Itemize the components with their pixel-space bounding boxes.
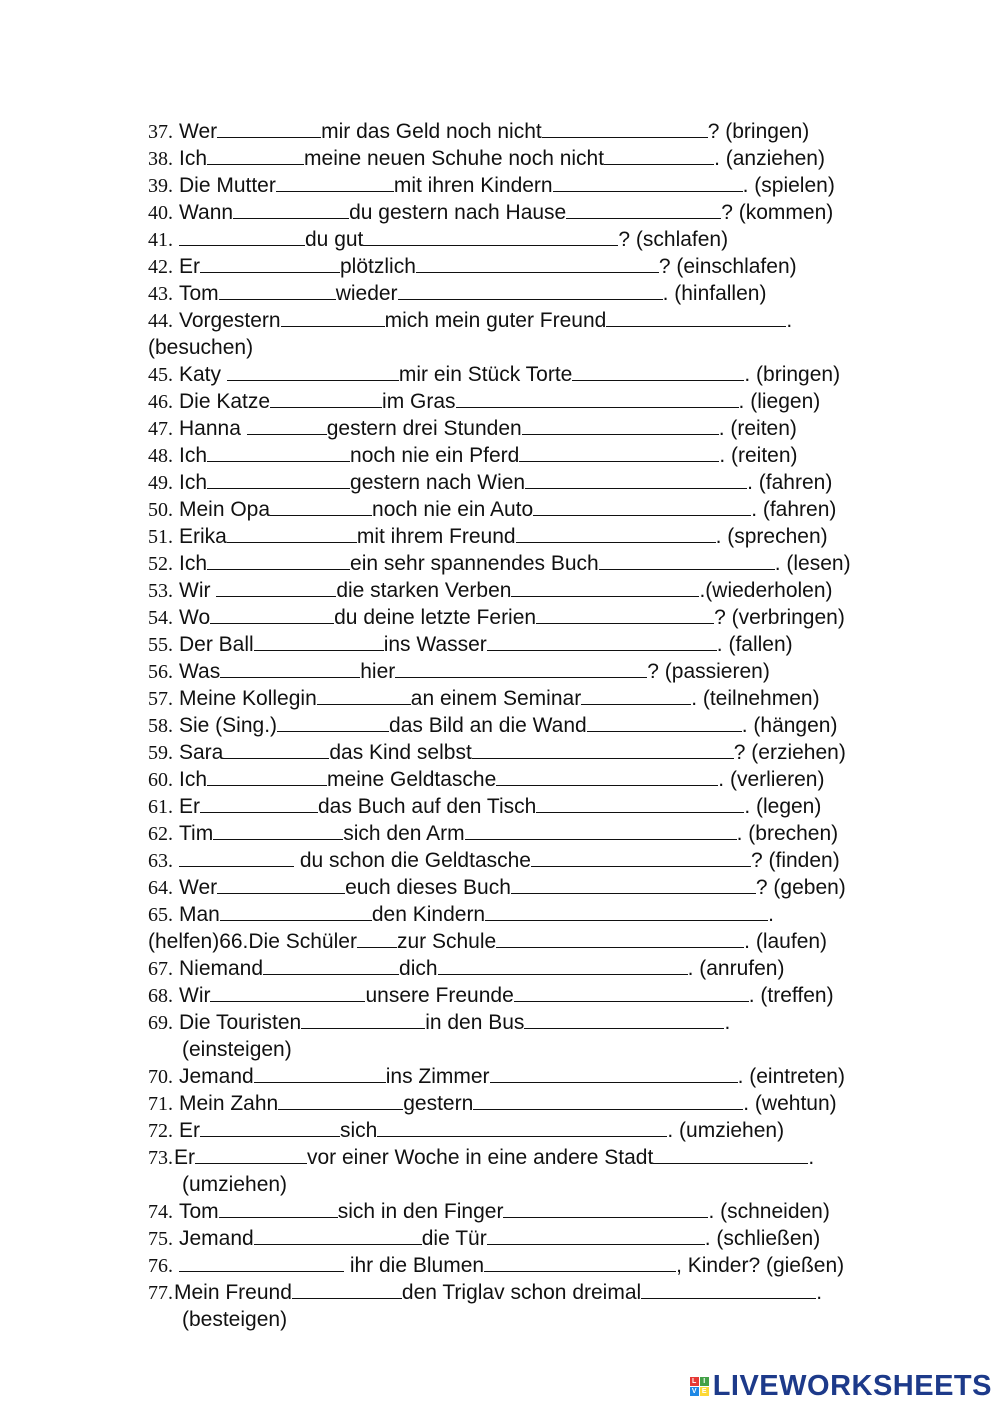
exercise-text: Wir	[179, 579, 217, 602]
answer-blank[interactable]	[531, 848, 751, 867]
exercise-text: meine neuen Schuhe noch nicht	[304, 147, 605, 170]
answer-blank[interactable]	[516, 524, 716, 543]
answer-blank[interactable]	[536, 605, 714, 624]
exercise-text: , Kinder? (gießen)	[676, 1254, 845, 1277]
exercise-number: 40.	[148, 202, 173, 224]
exercise-item	[148, 361, 948, 388]
exercise-number: 50.	[148, 499, 173, 521]
answer-blank[interactable]	[503, 1199, 708, 1218]
exercise-number: 44.	[148, 310, 173, 332]
exercise-item	[148, 1252, 948, 1279]
exercise-text: .	[724, 1011, 731, 1034]
exercise-text: ein sehr spannendes Buch	[350, 552, 599, 575]
exercise-continuation: (umziehen)	[182, 1173, 288, 1196]
exercise-text: ? (finden)	[751, 849, 840, 872]
exercise-text: Tom	[179, 282, 219, 305]
exercise-text: (helfen)66.Die Schüler	[148, 930, 357, 953]
answer-blank[interactable]	[200, 794, 318, 813]
exercise-text: .	[768, 903, 774, 926]
exercise-text: Ich	[179, 768, 208, 791]
exercise-item	[148, 253, 948, 280]
exercise-number: 55.	[148, 634, 173, 656]
answer-blank[interactable]	[511, 875, 756, 894]
exercise-item	[148, 415, 948, 442]
exercise-text: . (hinfallen)	[662, 282, 767, 305]
exercise-text: Ich	[179, 147, 208, 170]
exercise-number: 45.	[148, 364, 173, 386]
exercise-text: Niemand	[179, 957, 264, 980]
answer-blank[interactable]	[278, 1091, 403, 1110]
answer-blank[interactable]	[317, 686, 411, 705]
exercise-item	[148, 712, 948, 739]
exercise-number: 64.	[148, 877, 173, 899]
exercise-text: Katy	[179, 363, 227, 386]
exercise-text: Tom	[179, 1200, 219, 1223]
exercise-number: 76.	[148, 1255, 173, 1277]
answer-blank[interactable]	[263, 956, 399, 975]
exercise-item	[148, 820, 948, 847]
exercise-text: . (bringen)	[744, 363, 841, 386]
answer-blank[interactable]	[270, 389, 382, 408]
exercise-text: du gestern nach Hause	[349, 201, 567, 224]
exercise-text: Ich	[179, 471, 208, 494]
exercise-text: Sie (Sing.)	[179, 714, 278, 737]
exercise-item	[148, 1144, 948, 1198]
exercise-text: ins Zimmer	[385, 1065, 490, 1088]
answer-blank[interactable]	[179, 227, 305, 246]
exercise-item	[148, 199, 948, 226]
answer-blank[interactable]	[536, 794, 744, 813]
exercise-text: ihr die Blumen	[344, 1254, 485, 1277]
answer-blank[interactable]	[599, 551, 775, 570]
exercise-text: gestern	[403, 1092, 474, 1115]
answer-blank[interactable]	[179, 848, 294, 867]
exercise-text: Tim	[179, 822, 214, 845]
answer-blank[interactable]	[566, 200, 721, 219]
exercise-text: . (brechen)	[736, 822, 839, 845]
exercise-item	[148, 550, 948, 577]
exercise-item	[148, 388, 948, 415]
exercise-text: zur Schule	[396, 930, 497, 953]
answer-blank[interactable]	[542, 119, 708, 138]
exercise-item	[148, 307, 948, 361]
exercise-text: Ich	[179, 444, 208, 467]
exercise-number: 41.	[148, 229, 173, 251]
exercise-text: ? (schlafen)	[618, 228, 729, 251]
answer-blank[interactable]	[472, 740, 734, 759]
exercise-number: 57.	[148, 688, 173, 710]
exercise-text: vor einer Woche in eine andere Stadt	[307, 1146, 654, 1169]
answer-blank[interactable]	[553, 173, 743, 192]
exercise-text: plötzlich	[340, 255, 416, 278]
exercise-text: . (wehtun)	[743, 1092, 837, 1115]
exercise-text: . (anrufen)	[687, 957, 785, 980]
exercise-number: 73.	[148, 1147, 173, 1169]
exercise-text: . (spielen)	[742, 174, 835, 197]
exercise-number: 71.	[148, 1093, 173, 1115]
liveworksheets-logo	[690, 1369, 992, 1403]
exercise-continuation: (besteigen)	[182, 1308, 288, 1331]
answer-blank[interactable]	[301, 1010, 425, 1029]
exercise-text: gestern drei Stunden	[326, 417, 522, 440]
exercise-item	[148, 604, 948, 631]
answer-blank[interactable]	[511, 578, 699, 597]
answer-blank[interactable]	[522, 416, 719, 435]
exercise-number: 59.	[148, 742, 173, 764]
answer-blank[interactable]	[207, 443, 350, 462]
exercise-text: Mein Opa	[179, 498, 271, 521]
exercise-number: 72.	[148, 1120, 173, 1142]
exercise-item	[148, 847, 948, 874]
exercise-text: mit ihrem Freund	[356, 525, 516, 548]
exercise-item	[148, 631, 948, 658]
exercise-text: mir ein Stück Torte	[398, 363, 573, 386]
answer-blank[interactable]	[207, 146, 304, 165]
exercise-text: . (verlieren)	[718, 768, 825, 791]
exercise-text: Jemand	[179, 1065, 254, 1088]
exercise-text: sich den Arm	[343, 822, 465, 845]
answer-blank[interactable]	[606, 308, 786, 327]
exercise-text: .(wiederholen)	[699, 579, 833, 602]
answer-blank[interactable]	[487, 1226, 705, 1245]
answer-blank[interactable]	[223, 740, 329, 759]
answer-blank[interactable]	[587, 713, 742, 732]
answer-blank[interactable]	[220, 902, 372, 921]
exercise-text: Jemand	[179, 1227, 254, 1250]
exercise-text: ? (verbringen)	[714, 606, 845, 629]
exercise-text: . (eintreten)	[737, 1065, 845, 1088]
exercise-text: Die Touristen	[179, 1011, 302, 1034]
answer-blank[interactable]	[398, 281, 663, 300]
exercise-text: Wer	[179, 876, 218, 899]
exercise-text: . (schließen)	[704, 1227, 821, 1250]
exercise-number: 75.	[148, 1228, 173, 1250]
exercise-text: . (laufen)	[744, 930, 828, 953]
answer-blank[interactable]	[195, 1145, 307, 1164]
exercise-item	[148, 1063, 948, 1090]
answer-blank[interactable]	[277, 713, 389, 732]
exercise-item	[148, 280, 948, 307]
answer-blank[interactable]	[641, 1280, 816, 1299]
exercise-text: Was	[179, 660, 221, 683]
answer-blank[interactable]	[490, 1064, 738, 1083]
answer-blank[interactable]	[217, 119, 321, 138]
exercise-text: . (umziehen)	[667, 1119, 785, 1142]
exercise-text: . (legen)	[744, 795, 822, 818]
exercise-number: 63.	[148, 850, 173, 872]
exercise-number: 52.	[148, 553, 173, 575]
exercise-number: 69.	[148, 1012, 173, 1034]
answer-blank[interactable]	[247, 416, 327, 435]
answer-blank[interactable]	[485, 902, 768, 921]
exercise-item	[148, 793, 948, 820]
answer-blank[interactable]	[217, 875, 345, 894]
answer-blank[interactable]	[254, 1226, 422, 1245]
exercise-text: im Gras	[382, 390, 456, 413]
answer-blank[interactable]	[200, 1118, 340, 1137]
answer-blank[interactable]	[357, 929, 397, 948]
answer-blank[interactable]	[207, 767, 327, 786]
exercise-number: 65.	[148, 904, 173, 926]
exercise-text: Mein Freund	[174, 1281, 292, 1304]
exercise-text: mir das Geld noch nicht	[321, 120, 542, 143]
answer-blank[interactable]	[254, 632, 384, 651]
exercise-text: du schon die Geldtasche	[294, 849, 531, 872]
answer-blank[interactable]	[207, 470, 350, 489]
answer-blank[interactable]	[525, 470, 747, 489]
exercise-item	[148, 496, 948, 523]
exercise-number: 43.	[148, 283, 173, 305]
exercise-text: Er	[179, 255, 200, 278]
exercise-number: 74.	[148, 1201, 173, 1223]
exercise-text: gestern nach Wien	[350, 471, 526, 494]
exercise-item	[148, 1117, 948, 1144]
exercise-text: die Tür	[421, 1227, 487, 1250]
exercise-item	[148, 1009, 948, 1063]
exercise-text: . (anziehen)	[714, 147, 825, 170]
exercise-text: Er	[179, 1119, 200, 1142]
exercise-text: Wann	[179, 201, 234, 224]
answer-blank[interactable]	[438, 956, 688, 975]
exercise-number: 49.	[148, 472, 173, 494]
exercise-item	[148, 442, 948, 469]
exercise-number: 61.	[148, 796, 173, 818]
exercise-text: wieder	[335, 282, 398, 305]
exercise-number: 62.	[148, 823, 173, 845]
exercise-item	[148, 901, 948, 928]
answer-blank[interactable]	[519, 443, 719, 462]
worksheet	[148, 118, 948, 1333]
exercise-text: Wir	[179, 984, 211, 1007]
exercise-text: euch dieses Buch	[345, 876, 511, 899]
exercise-text: Er	[174, 1146, 195, 1169]
exercise-text: ins Wasser	[383, 633, 487, 656]
exercise-text: . (fahren)	[747, 471, 833, 494]
exercise-number: 39.	[148, 175, 173, 197]
exercise-text: ? (erziehen)	[733, 741, 846, 764]
exercise-item	[148, 118, 948, 145]
exercise-number: 77.	[148, 1282, 173, 1304]
exercise-text: .	[786, 309, 793, 332]
answer-blank[interactable]	[496, 767, 718, 786]
answer-blank[interactable]	[219, 1199, 338, 1218]
exercise-text: ? (bringen)	[707, 120, 810, 143]
exercise-number: 38.	[148, 148, 173, 170]
exercise-text: das Buch auf den Tisch	[318, 795, 537, 818]
exercise-item	[148, 685, 948, 712]
exercise-text: noch nie ein Auto	[372, 498, 534, 521]
answer-blank[interactable]	[207, 551, 350, 570]
exercise-item	[148, 658, 948, 685]
exercise-text: unsere Freunde	[365, 984, 514, 1007]
exercise-text: .	[808, 1146, 815, 1169]
exercise-text: mich mein guter Freund	[384, 309, 607, 332]
answer-blank[interactable]	[179, 1253, 344, 1272]
answer-blank[interactable]	[363, 227, 618, 246]
exercise-number: 47.	[148, 418, 173, 440]
answer-blank[interactable]	[514, 983, 749, 1002]
answer-blank[interactable]	[210, 605, 334, 624]
exercise-text: Der Ball	[179, 633, 254, 656]
exercise-item	[148, 982, 948, 1009]
answer-blank[interactable]	[473, 1091, 743, 1110]
exercise-item	[148, 874, 948, 901]
exercise-text: sich in den Finger	[337, 1200, 504, 1223]
exercise-text: an einem Seminar	[410, 687, 582, 710]
exercise-number: 53.	[148, 580, 173, 602]
exercise-text: du gut	[305, 228, 364, 251]
answer-blank[interactable]	[254, 1064, 386, 1083]
exercise-text: Meine Kollegin	[179, 687, 317, 710]
exercise-text: . (sprechen)	[715, 525, 828, 548]
exercise-number: 60.	[148, 769, 173, 791]
exercise-text: meine Geldtasche	[327, 768, 497, 791]
answer-blank[interactable]	[456, 389, 739, 408]
exercise-text: . (treffen)	[748, 984, 834, 1007]
exercise-item	[148, 577, 948, 604]
exercise-text: Die Mutter	[179, 174, 276, 197]
exercise-text: die starken Verben	[336, 579, 512, 602]
exercise-text: den Kindern	[371, 903, 486, 926]
logo-mark-icon: L I V E	[690, 1377, 709, 1396]
exercise-text: du deine letzte Ferien	[334, 606, 537, 629]
exercise-item	[148, 523, 948, 550]
answer-blank[interactable]	[281, 308, 385, 327]
exercise-text: mit ihren Kindern	[393, 174, 553, 197]
exercise-text: das Bild an die Wand	[389, 714, 587, 737]
answer-blank[interactable]	[496, 929, 744, 948]
exercise-text: . (hängen)	[741, 714, 838, 737]
exercise-text: Die Katze	[179, 390, 271, 413]
answer-blank[interactable]	[219, 281, 336, 300]
answer-blank[interactable]	[292, 1280, 402, 1299]
exercise-item	[148, 1090, 948, 1117]
exercise-item	[148, 1225, 948, 1252]
answer-blank[interactable]	[416, 254, 659, 273]
exercise-number: 42.	[148, 256, 173, 278]
exercise-text: Wer	[179, 120, 218, 143]
logo-text: LIVEWORKSHEETS	[712, 1369, 992, 1402]
exercise-number: 51.	[148, 526, 173, 548]
answer-blank[interactable]	[572, 362, 744, 381]
exercise-text: . (teilnehmen)	[691, 687, 820, 710]
answer-blank[interactable]	[533, 497, 751, 516]
answer-blank[interactable]	[200, 254, 340, 273]
exercise-text: . (liegen)	[738, 390, 821, 413]
exercise-text: .	[816, 1281, 823, 1304]
exercise-item	[148, 469, 948, 496]
exercise-text: Hanna	[179, 417, 247, 440]
answer-blank[interactable]	[216, 578, 336, 597]
answer-blank[interactable]	[604, 146, 714, 165]
exercise-number: 68.	[148, 985, 173, 1007]
exercise-text: noch nie ein Pferd	[350, 444, 520, 467]
exercise-number: 70.	[148, 1066, 173, 1088]
exercise-number: 54.	[148, 607, 173, 629]
exercise-number: 58.	[148, 715, 173, 737]
exercise-text: in den Bus	[425, 1011, 525, 1034]
exercise-text: . (schneiden)	[708, 1200, 830, 1223]
answer-blank[interactable]	[270, 497, 372, 516]
exercise-text: Wo	[179, 606, 211, 629]
exercise-text: Man	[179, 903, 220, 926]
exercise-text: . (lesen)	[774, 552, 851, 575]
exercise-text: hier	[360, 660, 396, 683]
exercise-text: . (fahren)	[751, 498, 837, 521]
answer-blank[interactable]	[487, 632, 717, 651]
answer-blank[interactable]	[524, 1010, 724, 1029]
exercise-text: ? (passieren)	[647, 660, 770, 683]
exercise-text: Vorgestern	[179, 309, 281, 332]
exercise-text: Sara	[179, 741, 224, 764]
exercise-item	[148, 172, 948, 199]
exercise-text: . (reiten)	[719, 444, 798, 467]
answer-blank[interactable]	[233, 200, 349, 219]
exercise-continuation: (besuchen)	[148, 336, 254, 359]
exercise-number: 67.	[148, 958, 173, 980]
answer-blank[interactable]	[484, 1253, 676, 1272]
exercise-item	[148, 1198, 948, 1225]
answer-blank[interactable]	[377, 1118, 667, 1137]
exercise-item	[148, 1279, 948, 1333]
exercise-item	[148, 928, 948, 955]
exercise-text: Mein Zahn	[179, 1092, 279, 1115]
exercise-text: sich	[340, 1119, 378, 1142]
answer-blank[interactable]	[581, 686, 691, 705]
exercise-number: 46.	[148, 391, 173, 413]
exercise-number: 48.	[148, 445, 173, 467]
exercise-text: dich	[399, 957, 438, 980]
answer-blank[interactable]	[220, 659, 360, 678]
exercise-text: Ich	[179, 552, 208, 575]
answer-blank[interactable]	[276, 173, 394, 192]
exercise-item	[148, 955, 948, 982]
answer-blank[interactable]	[210, 983, 365, 1002]
answer-blank[interactable]	[227, 362, 399, 381]
exercise-text: ? (geben)	[755, 876, 846, 899]
exercise-item	[148, 226, 948, 253]
exercise-continuation: (einsteigen)	[182, 1038, 292, 1061]
exercise-number: 37.	[148, 121, 173, 143]
answer-blank[interactable]	[465, 821, 737, 840]
exercise-text: . (reiten)	[718, 417, 797, 440]
exercise-text: . (fallen)	[716, 633, 793, 656]
exercise-text: den Triglav schon dreimal	[401, 1281, 642, 1304]
exercise-text: ? (kommen)	[721, 201, 834, 224]
exercise-number: 56.	[148, 661, 173, 683]
answer-blank[interactable]	[213, 821, 343, 840]
exercise-text: Er	[179, 795, 200, 818]
answer-blank[interactable]	[395, 659, 647, 678]
exercise-text: das Kind selbst	[329, 741, 472, 764]
answer-blank[interactable]	[227, 524, 357, 543]
exercise-text: Erika	[179, 525, 227, 548]
answer-blank[interactable]	[653, 1145, 808, 1164]
exercise-text: ? (einschlafen)	[658, 255, 797, 278]
exercise-item	[148, 739, 948, 766]
exercise-item	[148, 766, 948, 793]
exercise-item	[148, 145, 948, 172]
